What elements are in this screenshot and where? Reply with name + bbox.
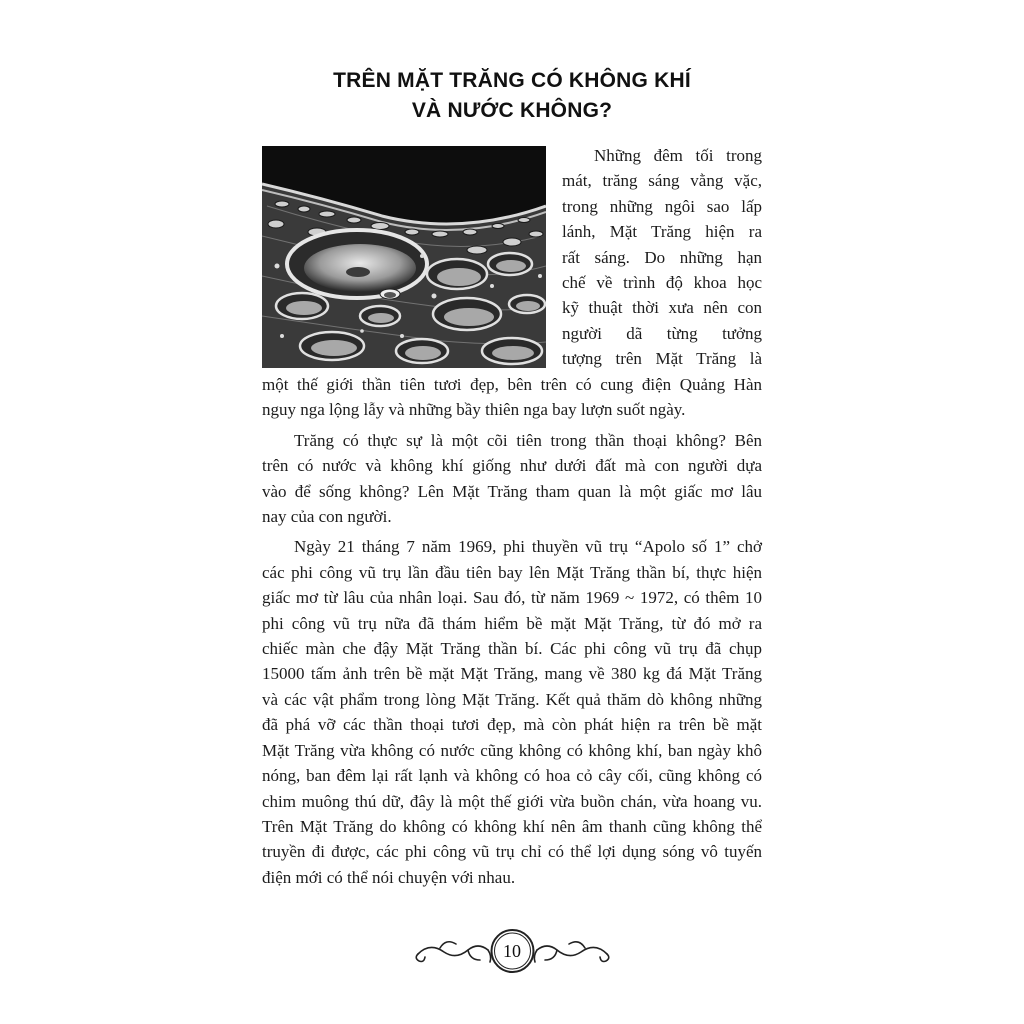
- text-line: giấc mơ từ lâu của nhân loại. Sau đó, từ năm 1969 ~ 1972, có thêm 10: [262, 588, 762, 608]
- text-line: Ngày 21 tháng 7 năm 1969, phi thuyền vũ trụ “Apolo số 1” chở: [294, 537, 762, 557]
- text-line: rất sáng. Do những hạn: [562, 247, 762, 267]
- text-line: và các vật phẩm trong lòng Mặt Trăng. Kết quả thăm dò không những: [262, 689, 762, 709]
- text-line: mát, trăng sáng vằng vặc,: [562, 171, 762, 191]
- text-line: tượng trên Mặt Trăng là: [562, 349, 762, 369]
- intro-wrapped-column: [562, 143, 762, 372]
- text-line: Trăng có thực sự là một cõi tiên trong thần thoại không? Bên: [294, 430, 762, 450]
- text-line: nguy nga lộng lẫy và những bầy thiên nga bay lượn suốt ngày.: [262, 400, 686, 420]
- text-line: nóng, ban đêm lại rất lạnh và không có hoa cỏ cây cối, cũng không có: [262, 766, 762, 786]
- text-line: người dã từng tưởng: [562, 323, 762, 343]
- text-line: một thế giới thần tiên tươi đẹp, bên trên có cung điện Quảng Hàn: [262, 375, 762, 394]
- text-line: truyền đi được, các phi công vũ trụ chỉ có thể lợi dụng sóng vô tuyến: [262, 842, 762, 862]
- title-line-2: VÀ NƯỚC KHÔNG?: [411, 99, 613, 122]
- text-line: Những đêm tối trong: [594, 146, 762, 165]
- page-title: [262, 66, 762, 126]
- page-number: 10: [503, 941, 521, 961]
- text-line: chế về trình độ khoa học: [562, 273, 762, 293]
- text-line: các phi công vũ trụ lần đầu tiên bay lên Mặt Trăng thần bí, thực hiện: [262, 562, 762, 582]
- text-line: phi công vũ trụ nữa đã thám hiểm bề mặt Mặt Trăng, từ đó mở ra: [262, 613, 762, 633]
- text-line: vào để sống không? Lên Mặt Trăng tham quan là một giấc mơ lâu: [262, 481, 762, 501]
- text-line: 15000 tấm ảnh trên bề mặt Mặt Trăng, mang về 380 kg đá Mặt Trăng: [262, 664, 762, 684]
- text-line: chim muông thú dữ, đây là một thế giới vừa buồn chán, vừa hoang vu.: [262, 791, 762, 811]
- text-line: kỹ thuật thời xưa nên con: [562, 298, 762, 318]
- text-line: chiếc màn che đậy Mặt Trăng thần bí. Các phi công vũ trụ đã chụp: [262, 639, 762, 659]
- article-body: [262, 372, 762, 890]
- text-line: lánh, Mặt Trăng hiện ra: [562, 222, 762, 242]
- moon-surface-illustration: [262, 146, 546, 368]
- text-line: Mặt Trăng vừa không có nước cũng không có không khí, ban ngày khô: [262, 740, 762, 760]
- title-line-1: TRÊN MẶT TRĂNG CÓ KHÔNG KHÍ: [333, 69, 691, 92]
- text-line: nay của con người.: [262, 507, 392, 527]
- text-line: trong những ngôi sao lấp: [562, 196, 762, 216]
- text-line: đã phá vỡ các thần thoại tươi đẹp, mà còn phát hiện ra trên bề mặt: [262, 715, 762, 735]
- text-line: Trên Mặt Trăng do không có không khí nên âm thanh cũng không thể: [262, 816, 762, 836]
- text-line: trên có nước và không khí giống như dưới đất mà con người dựa: [262, 456, 762, 476]
- text-line: điện mới có thể nói chuyện với nhau.: [262, 867, 516, 887]
